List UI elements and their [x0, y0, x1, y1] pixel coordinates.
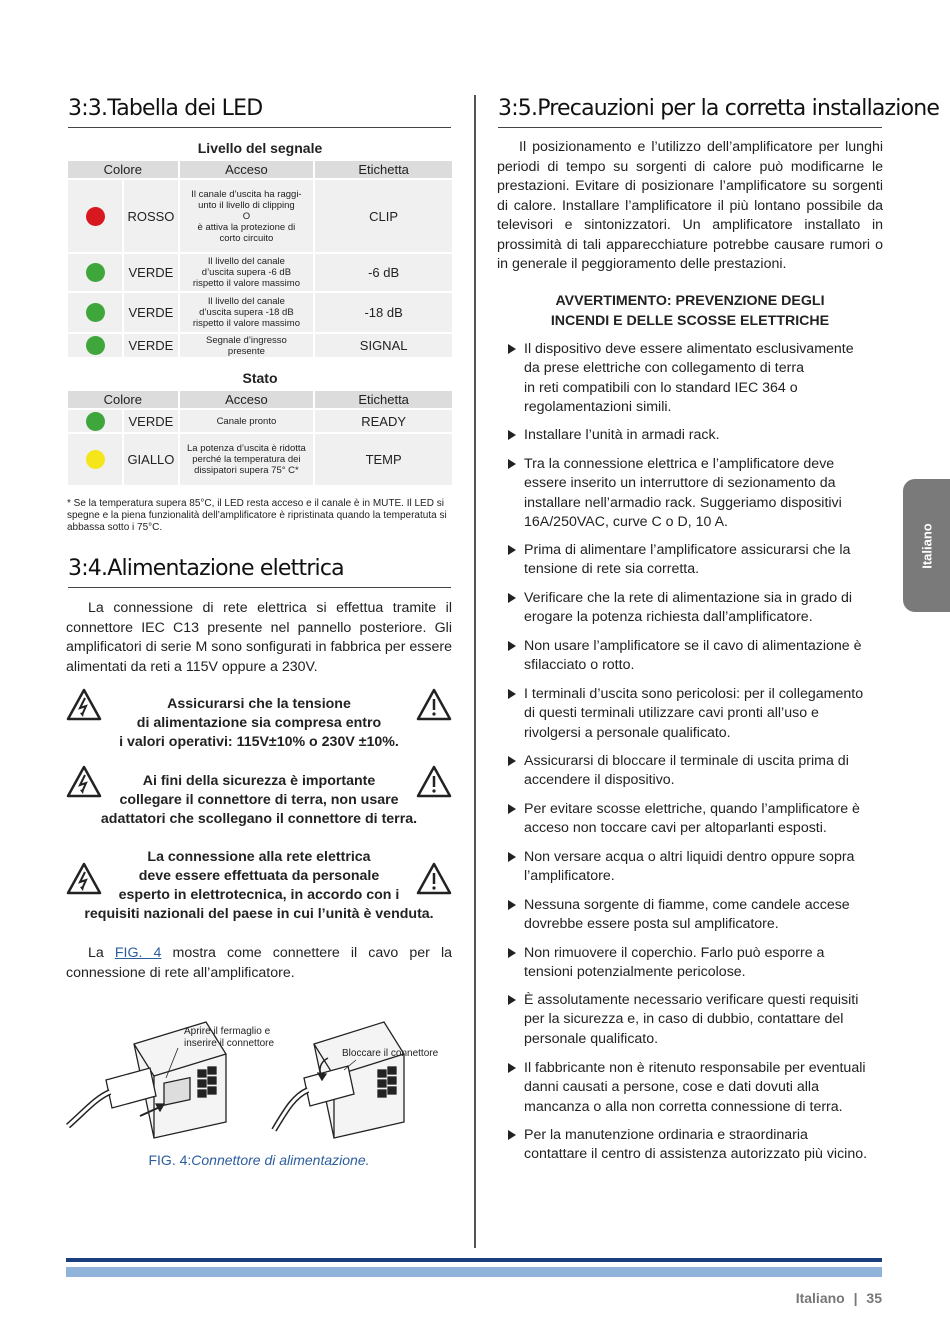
led-acceso-description: La potenza d’uscita è ridotta perché la temperatura dei dissipatori supera 75° C* — [180, 434, 314, 485]
language-side-tab-label: Italiano — [919, 522, 934, 569]
caution-icon — [416, 862, 452, 901]
caution-icon — [416, 688, 452, 727]
led-etichetta: READY — [315, 410, 452, 432]
section-3-5-title: 3:5.Precauzioni per la corretta installazione — [498, 96, 882, 128]
table-row — [68, 410, 452, 432]
table-row — [68, 293, 452, 332]
page-number: 35 — [866, 1290, 882, 1306]
power-connection-paragraph: La connessione di rete elettrica si effettua tramite il connettore IEC C13 presente nel pannello posteriore. Gli amplificatori di serie M sono sonfigurati in fabbrica per essere alimentati da reti a 115V oppure a 230V. — [66, 600, 452, 675]
led-color-name: ROSSO — [124, 180, 177, 252]
bullet-arrow-icon — [508, 948, 516, 958]
fig-para-pre: La — [88, 945, 115, 961]
figure-label-lock-connector: Bloccare il connettore — [342, 1048, 439, 1059]
led-dot-icon — [86, 450, 105, 469]
bullet-arrow-icon — [508, 641, 516, 651]
led-acceso-description: Il canale d’uscita ha raggi- unto il livello di clipping O è attiva la protezione di corto circuito — [180, 180, 314, 252]
page-footer — [680, 1290, 882, 1306]
precaution-bullet: Verificare che la rete di alimentazione sia in grado di erogare la potenza richiesta dall’amplificatore. — [508, 589, 888, 628]
col-header-etichetta: Etichetta — [315, 161, 452, 178]
temperature-footnote: * Se la temperatura supera 85°C, il LED resta acceso e il canale è in MUTE. Il LED si spegne e la piena funzionalità dell’amplificatore è ripristinata quando la temperatuta si abbassa sotto i 75°C. — [67, 498, 447, 533]
led-indicator-cell — [68, 334, 122, 357]
table-row — [68, 434, 452, 485]
footer-language: Italiano — [795, 1290, 845, 1306]
led-color-name: VERDE — [124, 254, 177, 291]
bullet-arrow-icon — [508, 1130, 516, 1140]
led-color-name: VERDE — [124, 410, 177, 432]
precaution-bullet: I terminali d’uscita sono pericolosi: per il collegamento di questi terminali utilizzare cavi pronti all’uso e rivolgersi a personale qualificato. — [508, 685, 888, 743]
footer-separator: | — [853, 1290, 858, 1306]
led-color-name: VERDE — [124, 334, 177, 357]
col-header-colore: Colore — [68, 391, 178, 408]
precaution-bullet: Il fabbricante non è ritenuto responsabile per eventuali danni causati a persone, cose e dati dovuti alla mancanza o alla non corretta connessione di terra. — [508, 1059, 888, 1117]
precaution-bullet: Assicurarsi di bloccare il terminale di uscita prima di accendere il dispositivo. — [508, 752, 888, 791]
status-table-title: Stato — [242, 370, 278, 386]
bullet-arrow-icon — [508, 1063, 516, 1073]
precaution-bullet: Il dispositivo deve essere alimentato esclusivamente da prese elettriche con collegamento di terra in reti compatibili con lo standard IEC 364 o regolamentazioni simili. — [508, 340, 888, 417]
language-side-tab[interactable] — [903, 479, 950, 612]
electric-hazard-icon — [66, 688, 102, 727]
led-etichetta: CLIP — [315, 180, 452, 252]
signal-table-title: Livello del segnale — [197, 140, 323, 156]
led-etichetta: -18 dB — [315, 293, 452, 332]
bullet-arrow-icon — [508, 689, 516, 699]
table-row — [68, 254, 452, 291]
led-indicator-cell — [68, 293, 122, 332]
led-indicator-cell — [68, 180, 122, 252]
fig-para-post: mostra come connettere il cavo per la connessione di rete all’amplificatore. — [66, 945, 452, 981]
footer-light-bar — [66, 1267, 882, 1277]
led-acceso-description: Canale pronto — [180, 410, 314, 432]
led-indicator-cell — [68, 410, 122, 432]
figure-caption-number: FIG. 4: — [148, 1152, 192, 1168]
led-color-name: GIALLO — [124, 434, 177, 485]
col-header-colore: Colore — [68, 161, 178, 178]
installation-intro-paragraph: Il posizionamento e l’utilizzo dell’amplificatore per lunghi periodi di tempo su sorgenti di calore può modificarne le prestazioni. Evitare di posizionare l’amplificatore su sorgenti di calore. Installare l’amplificatore il più lontano possibile da televisori e sintonizzatori. Un amplificatore installato in prossimità di tali apparecchiature potrebbe causare rumori o in generale il peggioramento delle prestazioni. — [497, 139, 883, 272]
led-dot-icon — [86, 412, 105, 431]
precaution-bullet: Nessuna sorgente di fiamme, come candele accese dovrebbe essere posta sul amplificatore. — [508, 896, 888, 935]
precaution-bullet: Non versare acqua o altri liquidi dentro oppure sopra l’amplificatore. — [508, 848, 888, 887]
figure-reference-paragraph — [66, 944, 452, 983]
voltage-range-warning: Assicurarsi che la tensione di alimentazione sia compresa entro i valori operativi: 115V±10% o 230V ±10%. — [119, 696, 399, 750]
bullet-arrow-icon — [508, 852, 516, 862]
led-acceso-description: Il livello del canale d’uscita supera -18 dB rispetto il valore massimo — [180, 293, 314, 332]
bullet-arrow-icon — [508, 593, 516, 603]
precaution-bullet: Per la manutenzione ordinaria e straordinaria contattare il centro di assistenza autorizzato più vicino. — [508, 1126, 888, 1165]
section-3-3-title: 3:3.Tabella dei LED — [68, 96, 451, 128]
bullet-arrow-icon — [508, 900, 516, 910]
led-color-name: VERDE — [124, 293, 177, 332]
figure-caption-text: Connettore di alimentazione. — [191, 1152, 370, 1168]
led-dot-icon — [86, 303, 105, 322]
precaution-bullet: Tra la connessione elettrica e l’amplificatore deve essere inserito un interruttore di sezionamento da installare nell’armadio rack. Suggeriamo dispositivi 16A/250VAC, curve C o D, 10 A. — [508, 455, 888, 532]
precaution-bullet: Prima di alimentare l’amplificatore assicurarsi che la tensione di rete sia corretta. — [508, 541, 888, 580]
figure-caption — [66, 1152, 452, 1168]
led-acceso-description: Segnale d’ingresso presente — [180, 334, 314, 357]
led-etichetta: SIGNAL — [315, 334, 452, 357]
caution-icon — [416, 765, 452, 804]
bullet-arrow-icon — [508, 430, 516, 440]
column-divider — [474, 95, 476, 1248]
led-dot-icon — [86, 263, 105, 282]
led-dot-icon — [86, 207, 105, 226]
led-indicator-cell — [68, 434, 122, 485]
table-row — [68, 334, 452, 357]
precaution-bullet: Non usare l’amplificatore se il cavo di alimentazione è sfilacciato o rotto. — [508, 637, 888, 676]
bullet-arrow-icon — [508, 344, 516, 354]
led-etichetta: -6 dB — [315, 254, 452, 291]
precaution-bullet: Per evitare scosse elettriche, quando l’amplificatore è acceso non toccare cavi per altoparlanti esposti. — [508, 800, 888, 839]
table-row — [68, 180, 452, 252]
bullet-arrow-icon — [508, 995, 516, 1005]
power-connector-illustration — [66, 1018, 452, 1140]
led-acceso-description: Il livello del canale d’uscita supera -6 dB rispetto il valore massimo — [180, 254, 314, 291]
signal-level-table — [66, 159, 454, 359]
col-header-acceso: Acceso — [180, 161, 314, 178]
ground-connection-warning: Ai fini della sicurezza è importante collegare il connettore di terra, non usare adattatori che scollegano il connettore di terra. — [100, 773, 418, 827]
fire-shock-warning-heading: AVVERTIMENTO: PREVENZIONE DEGLI INCENDI E DELLE SCOSSE ELETTRICHE — [550, 293, 830, 329]
fig-4-link[interactable]: FIG. 4 — [114, 945, 162, 961]
figure-label-open-clip: Aprire il fermaglio e inserire il connettore — [184, 1026, 275, 1049]
precaution-bullet: Installare l’unità in armadi rack. — [508, 426, 888, 445]
precaution-bullet: Non rimuovere il coperchio. Farlo può esporre a tensioni potenzialmente pericolose. — [508, 944, 888, 983]
col-header-acceso: Acceso — [180, 391, 314, 408]
footer-dark-bar — [66, 1258, 882, 1262]
bullet-arrow-icon — [508, 756, 516, 766]
led-indicator-cell — [68, 254, 122, 291]
bullet-arrow-icon — [508, 459, 516, 469]
status-table — [66, 389, 454, 487]
bullet-arrow-icon — [508, 545, 516, 555]
qualified-personnel-warning: La connessione alla rete elettrica deve essere effettuata da personale esperto in elettrotecnica, in accordo con i requisiti nazionali del paese in cui l’unità è venduta. — [84, 849, 434, 922]
bullet-arrow-icon — [508, 804, 516, 814]
led-etichetta: TEMP — [315, 434, 452, 485]
section-3-4-title: 3:4.Alimentazione elettrica — [68, 556, 451, 588]
precaution-bullet: È assolutamente necessario verificare questi requisiti per la sicurezza e, in caso di dubbio, contattare del personale qualificato. — [508, 991, 888, 1049]
led-dot-icon — [86, 336, 105, 355]
col-header-etichetta: Etichetta — [315, 391, 452, 408]
